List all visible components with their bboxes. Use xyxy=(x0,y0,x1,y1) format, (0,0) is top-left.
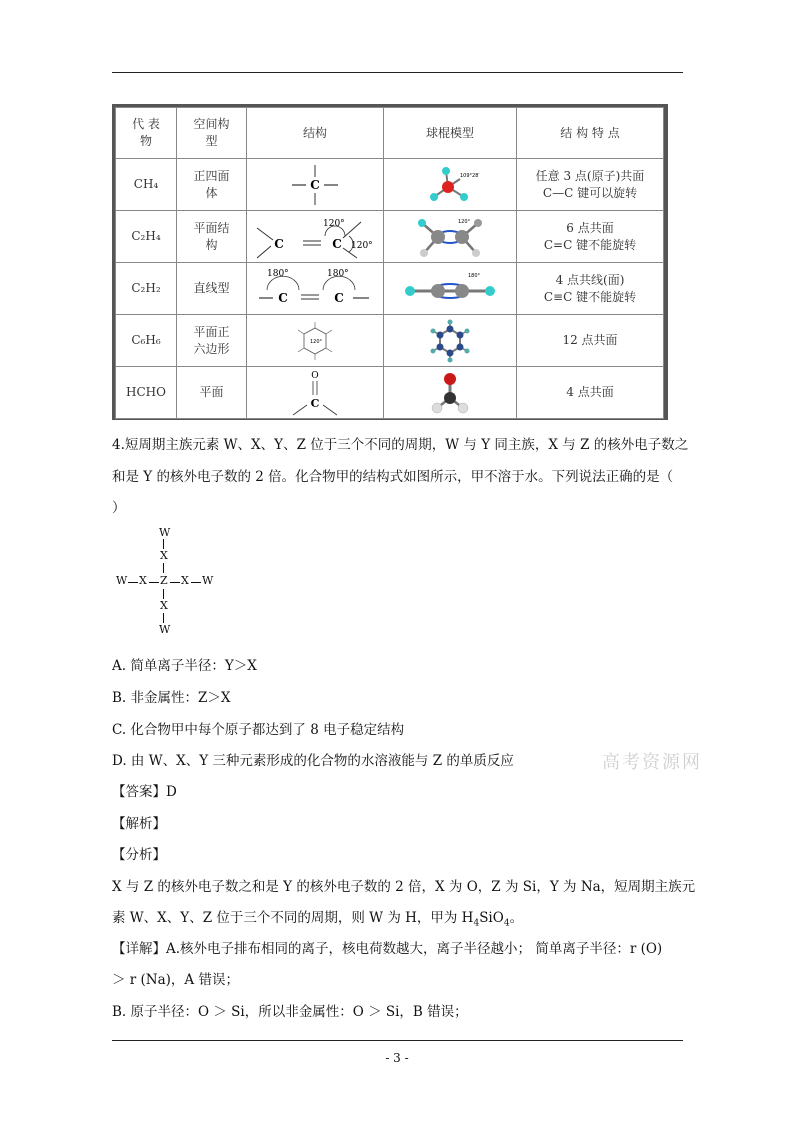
svg-text:120°: 120° xyxy=(458,218,471,225)
analysis-line-2-text: 素 W、X、Y、Z 位于三个不同的周期，则 W 为 H，甲为 H xyxy=(112,910,474,926)
model-cell xyxy=(384,159,517,211)
atom-w: W xyxy=(116,574,128,587)
option-a: A. 简单离子半径：Y＞X xyxy=(112,658,257,674)
model-cell xyxy=(384,367,517,419)
feature-cell: 任意 3 点(原子)共面 C—C 键可以旋转 xyxy=(517,159,664,211)
svg-text:C: C xyxy=(332,236,342,251)
table-row xyxy=(116,211,664,263)
footer-rule xyxy=(112,1040,683,1041)
acetylene-structure-drawing xyxy=(253,266,377,312)
model-cell xyxy=(384,315,517,367)
ethylene-structure-drawing xyxy=(253,214,377,260)
bond xyxy=(170,582,180,583)
formula-cell: C₆H₆ xyxy=(116,315,177,367)
model-cell xyxy=(384,211,517,263)
structure-cell xyxy=(247,315,384,367)
header-ball-stick-model: 球棍模型 xyxy=(384,108,517,159)
bond xyxy=(163,563,164,573)
shape-cell: 平面 xyxy=(177,367,247,419)
structure-cell xyxy=(247,211,384,263)
formula-cell: C₂H₄ xyxy=(116,211,177,263)
bond xyxy=(128,582,138,583)
table-row xyxy=(116,263,664,315)
svg-text:109°28′: 109°28′ xyxy=(460,172,480,179)
svg-text:C: C xyxy=(334,290,344,305)
formaldehyde-structure-drawing xyxy=(275,369,355,417)
question-line-1: 4.短周期主族元素 W、X、Y、Z 位于三个不同的周期，W 与 Y 同主族，X 与 Z 的核外电子数之 xyxy=(112,437,689,453)
atom-x: X xyxy=(181,574,189,587)
detail-line-2: ＞ r (Na)，A 错误； xyxy=(112,972,239,988)
feature-cell: 4 点共线(面) C≡C 键不能旋转 xyxy=(517,263,664,315)
atom-x: X xyxy=(139,574,147,587)
analysis-heading: 【分析】 xyxy=(112,847,166,863)
header-rule xyxy=(112,72,683,73)
header-structure: 结构 xyxy=(247,108,384,159)
table-row xyxy=(116,367,664,419)
bond xyxy=(163,539,164,549)
subscript: 4 xyxy=(473,918,480,929)
hydrocarbon-structure-table xyxy=(112,104,668,420)
header-representative: 代 表 物 xyxy=(116,108,177,159)
svg-text:C: C xyxy=(274,236,284,251)
question-line-2: 和是 Y 的核外电子数的 2 倍。化合物甲的结构式如图所示，甲不溶于水。下列说法正确的是（ xyxy=(112,469,674,485)
methane-ball-stick-model xyxy=(420,163,480,207)
svg-text:180°: 180° xyxy=(327,268,349,279)
benzene-structure-drawing xyxy=(280,318,350,364)
methane-structure-drawing xyxy=(270,163,360,207)
table-row xyxy=(116,315,664,367)
analysis-line-2-end: 。 xyxy=(509,910,524,926)
atom-z: Z xyxy=(160,574,168,587)
ethylene-ball-stick-model xyxy=(410,215,490,259)
option-d: D. 由 W、X、Y 三种元素形成的化合物的水溶液能与 Z 的单质反应 xyxy=(112,753,514,769)
option-c: C. 化合物甲中每个原子都达到了 8 电子稳定结构 xyxy=(112,722,405,738)
structure-cell xyxy=(247,159,384,211)
table-header-row xyxy=(116,108,664,159)
shape-cell: 平面结 构 xyxy=(177,211,247,263)
atom-x: X xyxy=(160,599,168,612)
feature-cell: 4 点共面 xyxy=(517,367,664,419)
solution-heading: 【解析】 xyxy=(112,816,166,832)
svg-text:C: C xyxy=(278,290,288,305)
svg-text:C: C xyxy=(310,177,320,192)
header-structure-features: 结 构 特 点 xyxy=(517,108,664,159)
formula-cell: HCHO xyxy=(116,367,177,419)
shape-cell: 正四面 体 xyxy=(177,159,247,211)
subscript: 4 xyxy=(503,918,510,929)
formula-cell: C₂H₂ xyxy=(116,263,177,315)
structure-cell xyxy=(247,367,384,419)
bond xyxy=(163,613,164,623)
svg-text:180°: 180° xyxy=(267,268,289,279)
analysis-formula: SiO xyxy=(479,910,504,926)
feature-cell: 6 点共面 C=C 键不能旋转 xyxy=(517,211,664,263)
header-spatial-shape: 空间构 型 xyxy=(177,108,247,159)
watermark: 高考资源网 xyxy=(602,752,702,773)
model-cell xyxy=(384,263,517,315)
table-row xyxy=(116,159,664,211)
atom-x: X xyxy=(160,549,168,562)
svg-text:180°: 180° xyxy=(468,272,481,279)
structure-cell xyxy=(247,263,384,315)
detail-line-1: 【详解】A.核外电子排布相同的离子，核电荷数越大，离子半径越小； 简单离子半径：r (O) xyxy=(112,941,663,957)
svg-text:120°: 120° xyxy=(323,218,345,229)
shape-cell: 平面正 六边形 xyxy=(177,315,247,367)
option-b: B. 非金属性：Z＞X xyxy=(112,690,231,706)
bond xyxy=(149,582,159,583)
answer-label: 【答案】D xyxy=(112,784,177,800)
bond xyxy=(163,589,164,599)
svg-text:120°: 120° xyxy=(310,338,323,345)
analysis-line-1: X 与 Z 的核外电子数之和是 Y 的核外电子数的 2 倍，X 为 O，Z 为 Si，Y 为 Na，短周期主族元 xyxy=(112,879,696,895)
detail-line-3: B. 原子半径：O ＞ Si，所以非金属性：O ＞ Si，B 错误； xyxy=(112,1004,468,1020)
page-number: - 3 - xyxy=(385,1051,409,1065)
question-line-3: ） xyxy=(112,500,126,516)
formaldehyde-ball-stick-model xyxy=(425,370,475,416)
atom-w: W xyxy=(159,623,171,636)
svg-text:C: C xyxy=(310,396,320,410)
formula-cell: CH₄ xyxy=(116,159,177,211)
analysis-line-2 xyxy=(112,906,523,929)
atom-w: W xyxy=(202,574,214,587)
feature-cell: 12 点共面 xyxy=(517,315,664,367)
svg-text:O: O xyxy=(311,370,319,381)
bond xyxy=(191,582,201,583)
shape-cell: 直线型 xyxy=(177,263,247,315)
atom-w: W xyxy=(159,526,171,539)
compound-structure-formula xyxy=(116,524,226,638)
benzene-ball-stick-model xyxy=(425,319,475,363)
acetylene-ball-stick-model xyxy=(400,267,500,311)
svg-text:120°: 120° xyxy=(351,240,373,251)
